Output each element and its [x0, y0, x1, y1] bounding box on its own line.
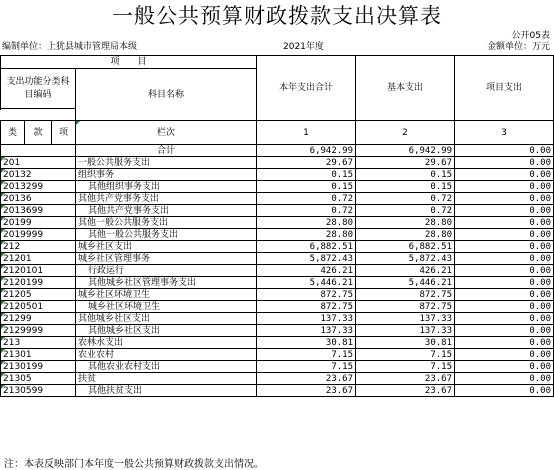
- row-code: 2129999: [1, 325, 76, 337]
- table-row: [1, 313, 554, 325]
- row-name: 扶贫: [76, 373, 257, 385]
- row-project: 0.00: [455, 241, 554, 253]
- row-total: 23.67: [257, 373, 356, 385]
- row-basic: 7.15: [356, 349, 455, 361]
- row-code: 2120501: [1, 301, 76, 313]
- row-code: 2120101: [1, 265, 76, 277]
- row-total: 0.15: [257, 169, 356, 181]
- row-project: 0.00: [455, 157, 554, 169]
- header-xiangmu: 项 目: [1, 56, 257, 69]
- row-total: 30.81: [257, 337, 356, 349]
- table-row: [1, 325, 554, 337]
- table-row: [1, 373, 554, 385]
- row-basic: 28.80: [356, 229, 455, 241]
- row-total: 5,446.21: [257, 277, 356, 289]
- table-row: [1, 361, 554, 373]
- table-row: [1, 205, 554, 217]
- row-name: 其他城乡社区支出: [76, 325, 257, 337]
- row-basic: 137.33: [356, 325, 455, 337]
- row-name: 城乡社区管理事务: [76, 253, 257, 265]
- table-row: [1, 157, 554, 169]
- total-basic: 6,942.99: [356, 145, 455, 157]
- row-basic: 0.15: [356, 181, 455, 193]
- row-code: 212: [1, 241, 76, 253]
- header-func-code: 支出功能分类科目编码: [1, 69, 76, 109]
- table-row: [1, 385, 554, 397]
- row-code: 2013299: [1, 181, 76, 193]
- form-number: 公开05表: [511, 31, 550, 41]
- row-code: 21201: [1, 253, 76, 265]
- row-basic: 23.67: [356, 373, 455, 385]
- row-total: 0.72: [257, 205, 356, 217]
- row-code: 20136: [1, 193, 76, 205]
- row-total: 872.75: [257, 289, 356, 301]
- row-project: 0.00: [455, 169, 554, 181]
- row-project: 0.00: [455, 301, 554, 313]
- row-project: 0.00: [455, 265, 554, 277]
- row-name: 其他城乡社区支出: [76, 313, 257, 325]
- row-code: 21301: [1, 349, 76, 361]
- footnote: 注：本表反映部门本年度一般公共预算财政拨款支出情况。: [4, 459, 264, 470]
- row-total: 0.15: [257, 181, 356, 193]
- row-name: 其他共产党事务支出: [76, 193, 257, 205]
- row-basic: 0.72: [356, 193, 455, 205]
- row-code: 2120199: [1, 277, 76, 289]
- row-total: 29.67: [257, 157, 356, 169]
- row-total: 0.72: [257, 193, 356, 205]
- row-code: 2013699: [1, 205, 76, 217]
- row-total: 426.21: [257, 265, 356, 277]
- row-name: 行政运行: [76, 265, 257, 277]
- row-project: 0.00: [455, 325, 554, 337]
- row-project: 0.00: [455, 385, 554, 397]
- expenditure-table: [0, 55, 554, 397]
- header-kuan: 款: [25, 121, 52, 145]
- row-project: 0.00: [455, 373, 554, 385]
- row-code: 2130599: [1, 385, 76, 397]
- row-basic: 0.15: [356, 169, 455, 181]
- header-basic: 基本支出: [356, 56, 455, 121]
- row-total: 28.80: [257, 229, 356, 241]
- row-project: 0.00: [455, 253, 554, 265]
- row-total: 872.75: [257, 301, 356, 313]
- row-project: 0.00: [455, 349, 554, 361]
- row-name: 农林水支出: [76, 337, 257, 349]
- table-row: [1, 217, 554, 229]
- row-name: 城乡社区环境卫生: [76, 289, 257, 301]
- row-code: 21205: [1, 289, 76, 301]
- header-item-name: 科目名称: [76, 69, 257, 121]
- row-name: 城乡社区环境卫生: [76, 301, 257, 313]
- row-code: 201: [1, 157, 76, 169]
- row-code: 20132: [1, 169, 76, 181]
- row-total: 137.33: [257, 325, 356, 337]
- row-name: 组织事务: [76, 169, 257, 181]
- table-row: [1, 277, 554, 289]
- table-row: [1, 337, 554, 349]
- row-name: 一般公共服务支出: [76, 157, 257, 169]
- table-body: [1, 157, 554, 397]
- row-project: 0.00: [455, 277, 554, 289]
- row-name: 其他一般公共服务支出: [76, 217, 257, 229]
- row-basic: 7.15: [356, 361, 455, 373]
- row-basic: 23.67: [356, 385, 455, 397]
- row-code: 20199: [1, 217, 76, 229]
- row-project: 0.00: [455, 205, 554, 217]
- row-basic: 5,872.43: [356, 253, 455, 265]
- table-row: [1, 193, 554, 205]
- table-row: [1, 301, 554, 313]
- row-basic: 426.21: [356, 265, 455, 277]
- row-project: 0.00: [455, 361, 554, 373]
- row-code: 21299: [1, 313, 76, 325]
- page-title: 一般公共预算财政拨款支出决算表: [112, 4, 442, 28]
- row-name: 农业农村: [76, 349, 257, 361]
- row-project: 0.00: [455, 181, 554, 193]
- row-basic: 137.33: [356, 313, 455, 325]
- row-total: 7.15: [257, 361, 356, 373]
- row-basic: 28.80: [356, 217, 455, 229]
- row-basic: 872.75: [356, 289, 455, 301]
- total-amount: 6,942.99: [257, 145, 356, 157]
- row-project: 0.00: [455, 217, 554, 229]
- row-name: 其他扶贫支出: [76, 385, 257, 397]
- row-basic: 5,446.21: [356, 277, 455, 289]
- row-total: 137.33: [257, 313, 356, 325]
- col-number-1: 1: [257, 121, 356, 145]
- row-basic: 0.72: [356, 205, 455, 217]
- row-total: 28.80: [257, 217, 356, 229]
- table-row: [1, 241, 554, 253]
- row-code: 2019999: [1, 229, 76, 241]
- row-basic: 29.67: [356, 157, 455, 169]
- row-basic: 30.81: [356, 337, 455, 349]
- row-code: 2130199: [1, 361, 76, 373]
- col-number-2: 2: [356, 121, 455, 145]
- table-row: [1, 181, 554, 193]
- row-basic: 872.75: [356, 301, 455, 313]
- row-total: 6,882.51: [257, 241, 356, 253]
- total-project: 0.00: [455, 145, 554, 157]
- row-project: 0.00: [455, 289, 554, 301]
- row-total: 5,872.43: [257, 253, 356, 265]
- row-project: 0.00: [455, 229, 554, 241]
- row-name: 其他一般公共服务支出: [76, 229, 257, 241]
- row-name: 其他组织事务支出: [76, 181, 257, 193]
- row-code: 21305: [1, 373, 76, 385]
- col-number-3: 3: [455, 121, 554, 145]
- header-total: 本年支出合计: [257, 56, 356, 121]
- table-row: [1, 265, 554, 277]
- row-name: 城乡社区支出: [76, 241, 257, 253]
- header-xiang: 项: [52, 121, 76, 145]
- row-project: 0.00: [455, 337, 554, 349]
- total-code-cell: [1, 145, 76, 157]
- organization: 编制单位：上犹县城市管理局本级: [2, 42, 138, 52]
- table-row: [1, 169, 554, 181]
- row-project: 0.00: [455, 193, 554, 205]
- total-label: 合计: [76, 145, 257, 157]
- row-name: 其他农业农村支出: [76, 361, 257, 373]
- table-row: [1, 289, 554, 301]
- currency-unit: 金额单位：万元: [486, 42, 550, 52]
- row-name: 其他共产党事务支出: [76, 205, 257, 217]
- row-total: 23.67: [257, 385, 356, 397]
- table-row: [1, 349, 554, 361]
- table-row: [1, 229, 554, 241]
- table-row: [1, 253, 554, 265]
- row-basic: 6,882.51: [356, 241, 455, 253]
- row-total: 7.15: [257, 349, 356, 361]
- row-code: 213: [1, 337, 76, 349]
- header-lanci: 栏次: [76, 121, 257, 145]
- header-project: 项目支出: [455, 56, 554, 121]
- fiscal-year: 2021年度: [283, 42, 324, 52]
- row-name: 其他城乡社区管理事务支出: [76, 277, 257, 289]
- row-project: 0.00: [455, 313, 554, 325]
- header-lei: 类: [1, 121, 25, 145]
